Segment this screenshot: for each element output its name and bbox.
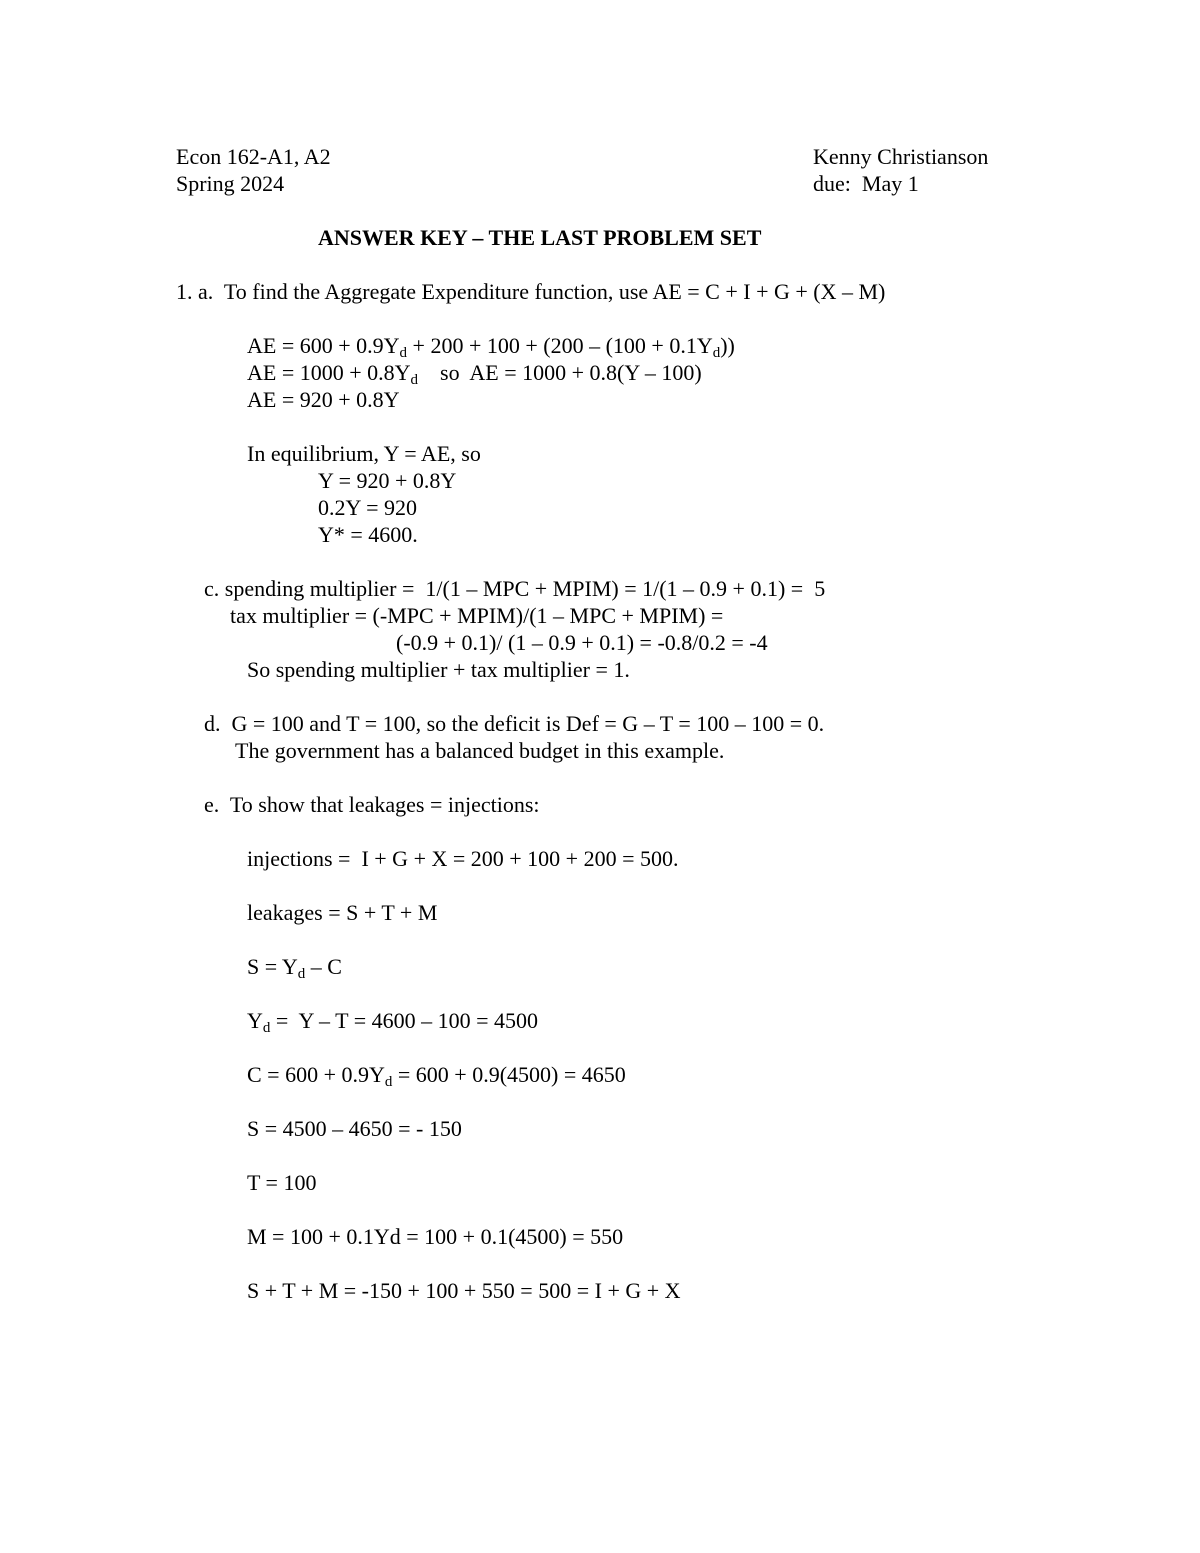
deficit-statement: d. G = 100 and T = 100, so the deficit is Def = G – T = 100 – 100 = 0.: [204, 711, 825, 736]
savings-definition-part2: – C: [305, 954, 342, 979]
balanced-budget-note: The government has a balanced budget in this example.: [235, 738, 725, 763]
savings-definition: [247, 954, 342, 980]
page-title: ANSWER KEY – THE LAST PROBLEM SET: [318, 225, 762, 250]
savings-value-line: S = 4500 – 4650 = - 150: [247, 1116, 462, 1141]
term-label: Spring 2024: [176, 171, 285, 196]
instructor-name: Kenny Christianson: [813, 144, 989, 169]
ae-equation-1-part3: )): [720, 333, 735, 358]
course-label: Econ 162-A1, A2: [176, 144, 331, 169]
equilibrium-step-2: 0.2Y = 920: [318, 495, 417, 520]
imports-value-line: M = 100 + 0.1Yd = 100 + 0.1(4500) = 550: [247, 1224, 624, 1249]
ae-equation-1-part2: + 200 + 100 + (200 – (100 + 0.1Y: [407, 333, 713, 358]
ae-equation-2: [247, 360, 702, 386]
part-e-intro: e. To show that leakages = injections:: [204, 792, 540, 817]
tax-multiplier-calc: (-0.9 + 0.1)/ (1 – 0.9 + 0.1) = -0.8/0.2 = -4: [396, 630, 768, 655]
taxes-value-line: T = 100: [247, 1170, 317, 1195]
subscript-d: d: [297, 966, 306, 982]
leakages-line: leakages = S + T + M: [247, 900, 438, 925]
part-a-intro: 1. a. To find the Aggregate Expenditure function, use AE = C + I + G + (X – M): [176, 279, 886, 304]
savings-definition-part1: S = Y: [247, 954, 298, 979]
injections-line: injections = I + G + X = 200 + 100 + 200 = 500.: [247, 846, 679, 871]
ae-equation-2-part1: AE = 1000 + 0.8Y: [247, 360, 411, 385]
multiplier-sum: So spending multiplier + tax multiplier = 1.: [247, 657, 630, 682]
subscript-d: d: [410, 372, 419, 388]
ae-equation-3: AE = 920 + 0.8Y: [247, 387, 400, 412]
disposable-income-line: [247, 1008, 538, 1034]
consumption-part2: = 600 + 0.9(4500) = 4650: [392, 1062, 626, 1087]
ae-equation-1-part1: AE = 600 + 0.9Y: [247, 333, 400, 358]
subscript-d: d: [712, 345, 721, 361]
ae-equation-2-part2: so AE = 1000 + 0.8(Y – 100): [418, 360, 702, 385]
consumption-part1: C = 600 + 0.9Y: [247, 1062, 385, 1087]
disposable-income-part1: Y: [247, 1008, 263, 1033]
disposable-income-part2: = Y – T = 4600 – 100 = 4500: [270, 1008, 539, 1033]
due-date: due: May 1: [813, 171, 919, 196]
tax-multiplier: tax multiplier = (-MPC + MPIM)/(1 – MPC + MPIM) =: [230, 603, 724, 628]
equilibrium-intro: In equilibrium, Y = AE, so: [247, 441, 481, 466]
leakages-sum-line: S + T + M = -150 + 100 + 550 = 500 = I + G + X: [247, 1278, 681, 1303]
spending-multiplier: c. spending multiplier = 1/(1 – MPC + MPIM) = 1/(1 – 0.9 + 0.1) = 5: [204, 576, 826, 601]
ae-equation-1: [247, 333, 735, 359]
equilibrium-result: Y* = 4600.: [318, 522, 418, 547]
consumption-line: [247, 1062, 626, 1088]
subscript-d: d: [399, 345, 408, 361]
subscript-d: d: [384, 1074, 393, 1090]
subscript-d: d: [262, 1020, 271, 1036]
equilibrium-step-1: Y = 920 + 0.8Y: [318, 468, 457, 493]
